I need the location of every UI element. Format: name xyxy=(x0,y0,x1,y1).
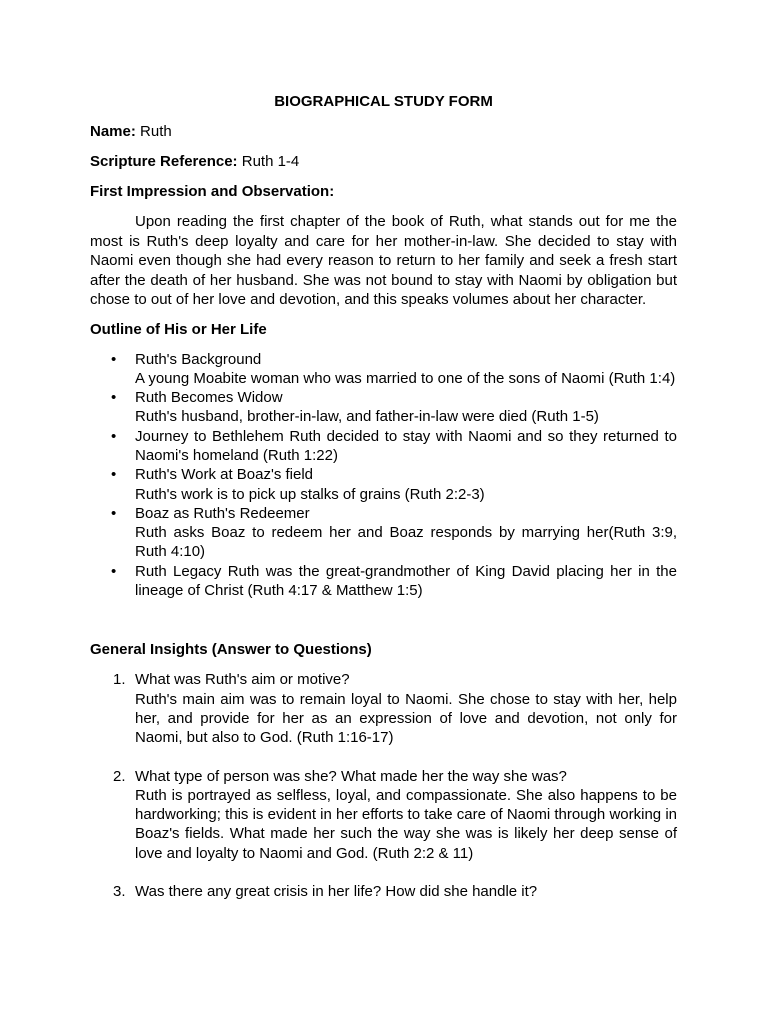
bullet-icon: • xyxy=(111,389,117,407)
question-text: What was Ruth's aim or motive? xyxy=(135,671,350,689)
outline-item xyxy=(90,388,677,427)
outline-item-title: Journey to Bethlehem Ruth decided to stay with Naomi and so they returned to Naomi's homeland (Ruth 1:22) xyxy=(135,427,677,464)
outline-item xyxy=(90,504,677,562)
outline-item-detail: Ruth asks Boaz to redeem her and Boaz responds by marrying her(Ruth 3:9, Ruth 4:10) xyxy=(135,524,677,561)
name-field xyxy=(90,122,677,142)
form-title: BIOGRAPHICAL STUDY FORM xyxy=(274,93,493,110)
impression-paragraph: Upon reading the first chapter of the book of Ruth, what stands out for me the most is Ruth's deep loyalty and care for her mother-in-law. She decided to stay with Naomi even though she had every reason to return to her family and seek a fresh start after the death of her husband. She was not bound to stay with Naomi by obligation but chose to out of her love and devotion, and this speaks volumes about her character. xyxy=(90,213,677,308)
answer-text: Ruth's main aim was to remain loyal to Naomi. She chose to stay with her, help her, and provide for her as an expression of love and devotion, not only for Naomi, but also to God. (Ruth 1:16-17) xyxy=(135,690,677,747)
outline-item-title: Ruth Becomes Widow xyxy=(135,389,283,407)
outline-item-detail: Ruth's husband, brother-in-law, and father-in-law were died (Ruth 1-5) xyxy=(135,408,599,426)
question-number: 1. xyxy=(113,671,126,689)
outline-item-title: Ruth's Background xyxy=(135,350,262,368)
outline-item xyxy=(90,465,677,504)
question-text: What type of person was she? What made her the way she was? xyxy=(135,767,567,785)
bullet-icon: • xyxy=(111,466,117,484)
question-number: 2. xyxy=(113,767,126,785)
insights-heading: General Insights (Answer to Questions) xyxy=(90,641,372,659)
outline-heading: Outline of His or Her Life xyxy=(90,320,267,338)
outline-item-title: Ruth Legacy Ruth was the great-grandmother of King David placing her in the lineage of Christ (Ruth 4:17 & Matthew 1:5) xyxy=(135,562,677,600)
name-value: Ruth xyxy=(140,123,172,140)
impression-heading: First Impression and Observation: xyxy=(90,183,335,200)
name-label: Name: xyxy=(90,123,136,140)
bullet-icon: • xyxy=(111,427,117,445)
question-item xyxy=(90,882,677,901)
scripture-field xyxy=(90,152,677,172)
outline-item xyxy=(90,350,677,389)
outline-item-detail: Ruth's work is to pick up stalks of grains (Ruth 2:2-3) xyxy=(135,485,485,503)
outline-item-title: Boaz as Ruth's Redeemer xyxy=(135,504,310,522)
outline-item xyxy=(90,427,677,466)
bullet-icon: • xyxy=(111,504,117,522)
outline-list xyxy=(90,350,677,601)
document-page xyxy=(90,92,677,920)
bullet-icon: • xyxy=(111,562,117,580)
questions-list xyxy=(90,670,677,901)
answer-text: Ruth is portrayed as selfless, loyal, and compassionate. She also happens to be hardworking; this is evident in her efforts to take care of Naomi through working in Boaz's fields. What made her such the way she was is likely her deep sense of love and loyalty to Naomi and God. (Ruth 2:2 & 11) xyxy=(135,786,677,862)
question-item xyxy=(90,670,677,747)
question-number: 3. xyxy=(113,883,126,901)
outline-item-title: Ruth's Work at Boaz's field xyxy=(135,466,314,484)
scripture-label: Scripture Reference: xyxy=(90,153,238,170)
question-item xyxy=(90,767,677,863)
bullet-icon: • xyxy=(111,350,117,368)
outline-item xyxy=(90,562,677,601)
scripture-value: Ruth 1-4 xyxy=(241,153,300,170)
question-text: Was there any great crisis in her life? How did she handle it? xyxy=(135,883,538,901)
outline-item-detail: A young Moabite woman who was married to one of the sons of Naomi (Ruth 1:4) xyxy=(135,369,676,387)
